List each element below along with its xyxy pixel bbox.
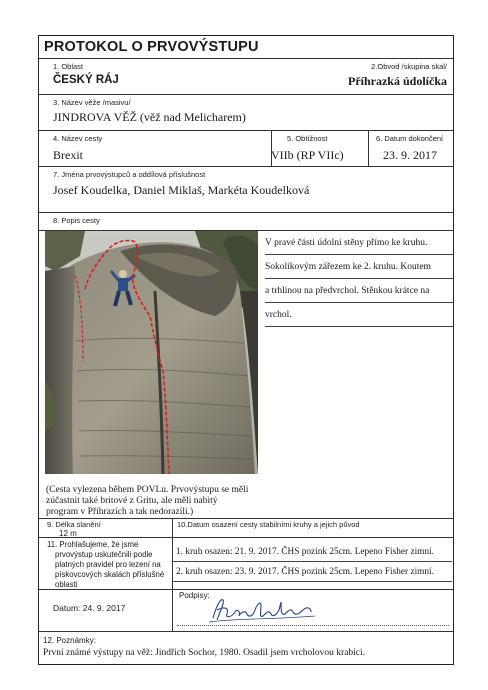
anchor-line: 1. kruh osazen: 21. 9. 2017. ČHS pozink 25cm. Lepeno Fisher zimní.: [173, 542, 452, 562]
completion-date-value: 23. 9. 2017: [383, 148, 437, 162]
divider: [172, 590, 173, 631]
notes-row: [39, 632, 453, 666]
route-photo: [45, 231, 258, 474]
notes-value: První známé výstupy na věž: Jindřich Sochor, 1980. Osadil jsem vrcholovou krabici.: [43, 648, 366, 658]
district-value: Příhrazká údolíčka: [347, 74, 447, 88]
rappel-length-label: 9. Délka slanění: [47, 520, 101, 529]
climbers-row: [39, 167, 453, 213]
description-line: Sokolíkovým zářezem ke 2. kruhu. Koutem: [265, 255, 453, 279]
description-label: 8. Popis cesty: [53, 216, 100, 225]
date-value: Datum: 24. 9. 2017: [53, 603, 126, 613]
description-row: [39, 213, 453, 519]
anchor-date-label: 10.Datum osazení cesty stabilními kruhy a jejich původ: [177, 520, 360, 529]
declaration-line: 11. Prohlašujeme, že jsme: [47, 540, 139, 549]
route-name-label: 4. Název cesty: [53, 134, 103, 143]
photo-caption-line: (Cesta vylezena během POVLu. Prvovýstupu se měli: [46, 485, 249, 495]
length-row: [39, 519, 453, 538]
declaration-line: pískovcových skalách příslušné: [55, 570, 165, 579]
description-line: a trhlinou na předvrchol. Stěnkou krátce na: [265, 279, 453, 303]
area-row: [39, 59, 453, 95]
tower-label: 3. Název věže /masivu/: [53, 98, 131, 107]
signature-row: [39, 590, 453, 632]
photo-caption-line: zúčastnit také britové z Gritu, ale měli nabitý: [46, 496, 218, 506]
divider: [172, 519, 173, 537]
declaration-line: platných pravidel pro lezení na: [55, 560, 161, 569]
signature-image: [207, 592, 317, 626]
tower-row: [39, 95, 453, 131]
climbers-label: 7. Jména prvovýstupců a oddílová příslušnost: [53, 170, 206, 179]
signature-line: [177, 625, 449, 626]
district-label: 2.Obvod /skupina skal/: [371, 62, 447, 71]
climbers-value: Josef Koudelka, Daniel Miklaš, Markéta Koudelková: [53, 183, 310, 197]
completion-date-label: 6. Datum dokončení: [376, 134, 444, 143]
signatures-label: Podpisy:: [179, 591, 210, 600]
protocol-form: [38, 35, 454, 665]
difficulty-label: 5. Obtížnost: [287, 134, 328, 143]
difficulty-value: VIIb (RP VIIc): [271, 148, 344, 162]
anchor-line: 2. kruh osazen: 23. 9. 2017. ČHS pozink 25cm. Lepeno Fisher zimní.: [173, 562, 452, 582]
tower-value: JINDROVA VĚŽ (věž nad Melicharem): [53, 110, 246, 124]
route-row: [39, 131, 453, 167]
notes-label: 12. Poznámky:: [43, 636, 96, 645]
title-row: [39, 36, 453, 59]
declaration-line: prvovýstup uskutečnili podle: [55, 550, 153, 559]
declaration-row: [39, 538, 453, 590]
document-title: PROTOKOL O PRVOVÝSTUPU: [44, 39, 259, 55]
declaration-line: oblasti: [55, 580, 78, 589]
photo-caption-line: program v Příhrazích a tak nedorazili.): [46, 507, 194, 517]
description-line: V pravé části údolní stěny přímo ke kruhu.: [265, 231, 453, 255]
rappel-length-value: 12 m: [59, 529, 77, 538]
area-label: 1. Oblast: [53, 62, 84, 71]
description-line: vrchol.: [265, 303, 453, 327]
route-name-value: Brexit: [53, 148, 83, 162]
area-value: ČESKÝ RÁJ: [53, 74, 119, 86]
divider: [368, 131, 369, 166]
